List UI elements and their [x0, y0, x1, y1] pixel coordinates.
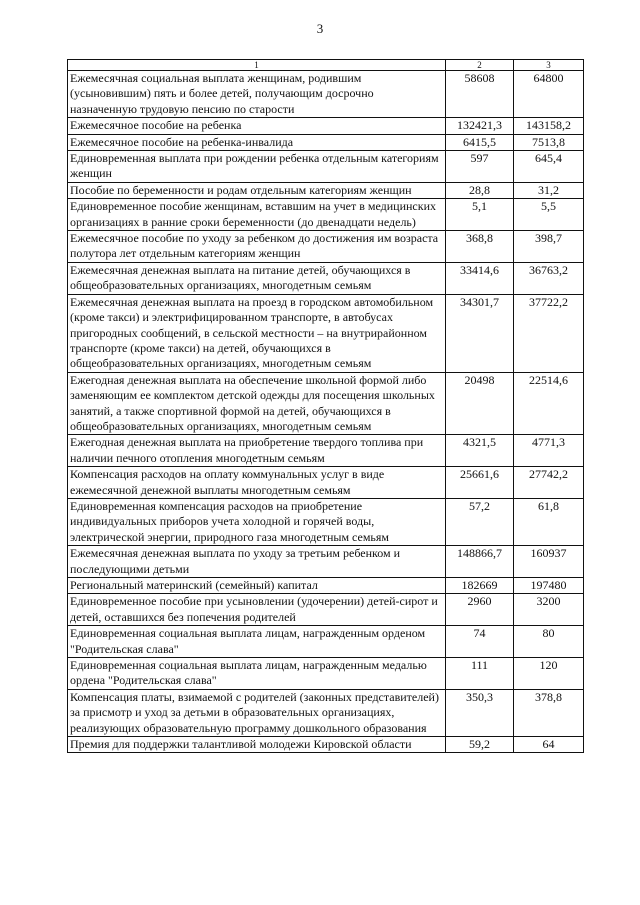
payment-name-cell: Ежегодная денежная выплата на приобретение твердого топлива при наличии печного отопления многодетным семьям: [68, 435, 446, 467]
payment-name-cell: Единовременная социальная выплата лицам, награжденным орденом "Родительская слава": [68, 626, 446, 658]
table-row: [68, 467, 584, 499]
column-header-2: 2: [446, 60, 514, 71]
table-row: [68, 134, 584, 150]
value-col2-cell: 59,2: [446, 737, 514, 753]
table-row: [68, 231, 584, 263]
table-row: [68, 435, 584, 467]
payment-name-cell: Ежемесячная денежная выплата на питание детей, обучающихся в общеобразовательных организациях, многодетным семьям: [68, 262, 446, 294]
value-col3-cell: 22514,6: [514, 372, 584, 435]
value-col3-cell: 61,8: [514, 498, 584, 545]
table-row: [68, 199, 584, 231]
value-col2-cell: 25661,6: [446, 467, 514, 499]
table-row: [68, 689, 584, 736]
value-col2-cell: 350,3: [446, 689, 514, 736]
value-col2-cell: 34301,7: [446, 294, 514, 372]
table-row: [68, 658, 584, 690]
value-col3-cell: 7513,8: [514, 134, 584, 150]
value-col2-cell: 111: [446, 658, 514, 690]
payment-name-cell: Единовременная выплата при рождении ребенка отдельным категориям женщин: [68, 151, 446, 183]
value-col3-cell: 143158,2: [514, 118, 584, 134]
value-col2-cell: 6415,5: [446, 134, 514, 150]
value-col3-cell: 37722,2: [514, 294, 584, 372]
value-col3-cell: 80: [514, 626, 584, 658]
payment-name-cell: Единовременная социальная выплата лицам, награжденным медалью ордена "Родительская слава": [68, 658, 446, 690]
payment-name-cell: Ежемесячное пособие по уходу за ребенком до достижения им возраста полутора лет отдельным категориям женщин: [68, 231, 446, 263]
payment-name-cell: Ежегодная денежная выплата на обеспечение школьной формой либо заменяющим ее комплектом детской одежды для посещения школьных занятий, а также спортивной формой на детей, обучающихся в общеобразовательных организациях, многодетным семьям: [68, 372, 446, 435]
payment-name-cell: Единовременное пособие женщинам, вставшим на учет в медицинских организациях в ранние сроки беременности (до двенадцати недель): [68, 199, 446, 231]
value-col2-cell: 2960: [446, 594, 514, 626]
payment-name-cell: Пособие по беременности и родам отдельным категориям женщин: [68, 182, 446, 198]
payment-name-cell: Ежемесячная социальная выплата женщинам, родившим (усыновившим) пять и более детей, получающим досрочно назначенную трудовую пенсию по старости: [68, 71, 446, 118]
payment-name-cell: Компенсация расходов на оплату коммунальных услуг в виде ежемесячной денежной выплаты многодетным семьям: [68, 467, 446, 499]
payment-name-cell: Региональный материнский (семейный) капитал: [68, 578, 446, 594]
table-header-row: [68, 60, 584, 71]
value-col2-cell: 4321,5: [446, 435, 514, 467]
value-col2-cell: 5,1: [446, 199, 514, 231]
payment-name-cell: Ежемесячное пособие на ребенка: [68, 118, 446, 134]
table-row: [68, 372, 584, 435]
value-col2-cell: 182669: [446, 578, 514, 594]
value-col2-cell: 74: [446, 626, 514, 658]
table-row: [68, 498, 584, 545]
table-row: [68, 578, 584, 594]
column-header-1: 1: [68, 60, 446, 71]
value-col3-cell: 64800: [514, 71, 584, 118]
value-col3-cell: 120: [514, 658, 584, 690]
payment-name-cell: Ежемесячная денежная выплата по уходу за третьим ребенком и последующими детьми: [68, 546, 446, 578]
table-row: [68, 118, 584, 134]
value-col2-cell: 148866,7: [446, 546, 514, 578]
budget-table: [67, 59, 584, 753]
value-col2-cell: 20498: [446, 372, 514, 435]
value-col2-cell: 597: [446, 151, 514, 183]
value-col3-cell: 3200: [514, 594, 584, 626]
value-col3-cell: 398,7: [514, 231, 584, 263]
value-col3-cell: 645,4: [514, 151, 584, 183]
value-col3-cell: 36763,2: [514, 262, 584, 294]
table-row: [68, 262, 584, 294]
value-col3-cell: 160937: [514, 546, 584, 578]
table-row: [68, 151, 584, 183]
payment-name-cell: Ежемесячная денежная выплата на проезд в городском автомобильном (кроме такси) и электрифицированном транспорте, в автобусах пригородных сообщений, в сельской местности – на внутрирайонном транспорте (кроме такси) на детей, обучающихся в общеобразовательных организациях, многодетным семьям: [68, 294, 446, 372]
value-col2-cell: 57,2: [446, 498, 514, 545]
table-row: [68, 294, 584, 372]
value-col2-cell: 132421,3: [446, 118, 514, 134]
value-col3-cell: 27742,2: [514, 467, 584, 499]
table-row: [68, 71, 584, 118]
value-col2-cell: 368,8: [446, 231, 514, 263]
value-col2-cell: 58608: [446, 71, 514, 118]
value-col3-cell: 64: [514, 737, 584, 753]
payment-name-cell: Единовременная компенсация расходов на приобретение индивидуальных приборов учета холодной и горячей воды, электрической энергии, природного газа многодетным семьям: [68, 498, 446, 545]
table-row: [68, 182, 584, 198]
table-row: [68, 737, 584, 753]
column-header-3: 3: [514, 60, 584, 71]
value-col3-cell: 4771,3: [514, 435, 584, 467]
payment-name-cell: Премия для поддержки талантливой молодежи Кировской области: [68, 737, 446, 753]
value-col3-cell: 378,8: [514, 689, 584, 736]
value-col3-cell: 5,5: [514, 199, 584, 231]
value-col2-cell: 28,8: [446, 182, 514, 198]
table-row: [68, 594, 584, 626]
payment-name-cell: Компенсация платы, взимаемой с родителей (законных представителей) за присмотр и уход за детьми в образовательных организациях, реализующих образовательную программу дошкольного образования: [68, 689, 446, 736]
payment-name-cell: Единовременное пособие при усыновлении (удочерении) детей-сирот и детей, оставшихся без попечения родителей: [68, 594, 446, 626]
table-row: [68, 546, 584, 578]
table-row: [68, 626, 584, 658]
value-col3-cell: 197480: [514, 578, 584, 594]
payment-name-cell: Ежемесячное пособие на ребенка-инвалида: [68, 134, 446, 150]
value-col2-cell: 33414,6: [446, 262, 514, 294]
value-col3-cell: 31,2: [514, 182, 584, 198]
page-number: 3: [316, 21, 324, 36]
